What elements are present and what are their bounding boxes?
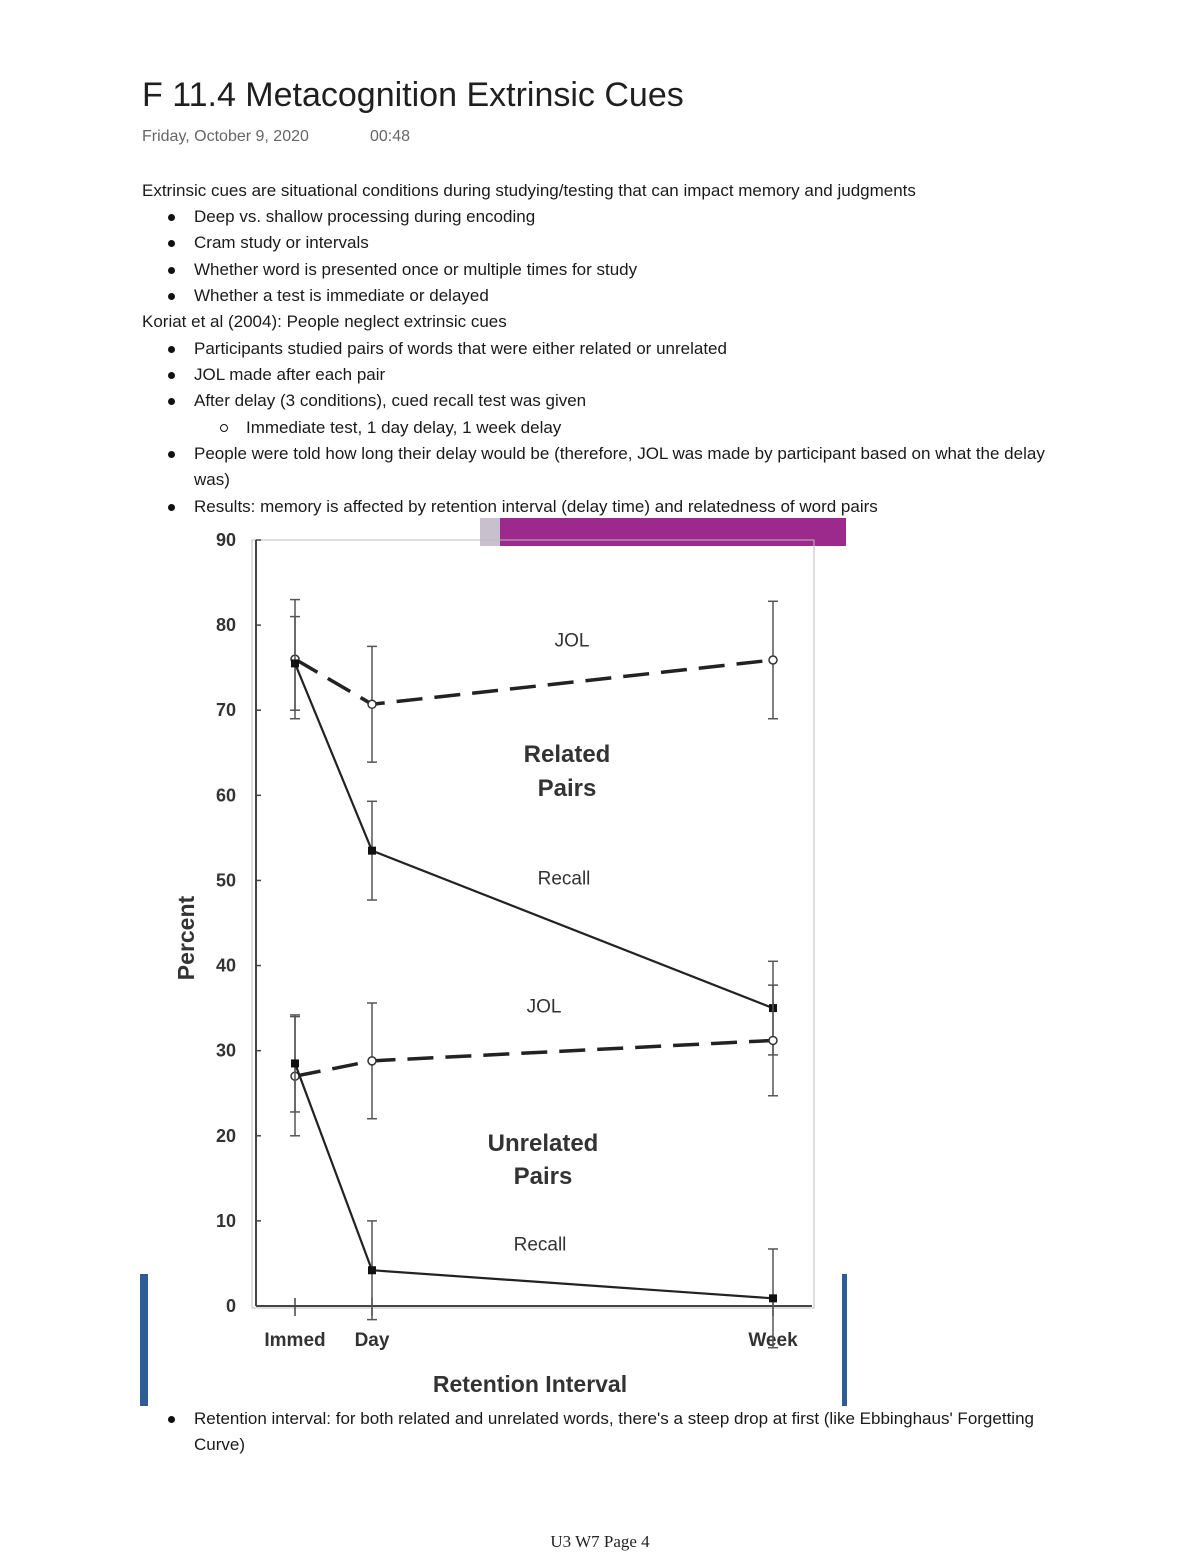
group-label-line1: Related [523, 741, 611, 768]
photo-strip-edge [480, 518, 500, 546]
data-point [368, 1266, 376, 1274]
bullet-icon [168, 214, 175, 221]
y-tick-label: 90 [215, 530, 236, 550]
list-item: Results: memory is affected by retention interval (delay time) and relatedness of word pairs [194, 494, 878, 520]
bullet-icon [168, 293, 175, 300]
sub-bullet-icon [220, 424, 228, 432]
bullet-icon [168, 372, 175, 379]
bullet-icon [168, 267, 175, 274]
intro-text: Extrinsic cues are situational conditions during studying/testing that can impact memory and judgments [142, 181, 916, 200]
list-item: Cram study or intervals [194, 230, 369, 256]
x-tick-label: Immed [264, 1330, 326, 1351]
series-line [295, 1040, 773, 1076]
list-item: Retention interval: for both related and unrelated words, there's a steep drop at first (like Ebbinghaus' Forgetting Curve) [194, 1406, 1064, 1458]
page-footer: U3 W7 Page 4 [550, 1532, 650, 1551]
group-label-line2: Pairs [537, 775, 597, 802]
list-item: Whether word is presented once or multiple times for study [194, 257, 637, 283]
list-item: JOL made after each pair [194, 362, 385, 388]
series-label: Recall [537, 868, 591, 890]
x-tick-label: Week [748, 1330, 798, 1351]
y-tick-label: 50 [215, 870, 236, 891]
data-point [291, 659, 299, 667]
y-tick-label: 10 [215, 1210, 236, 1231]
bullet-icon [168, 1416, 175, 1423]
series-label: JOL [554, 630, 590, 652]
list-item: Deep vs. shallow processing during encoding [194, 204, 535, 230]
y-tick-label: 60 [215, 785, 236, 806]
sub-list-item: Immediate test, 1 day delay, 1 week delay [246, 415, 561, 441]
data-point [769, 1294, 777, 1302]
y-tick-label: 70 [215, 700, 236, 721]
x-tick-label: Day [354, 1330, 390, 1351]
data-point [769, 1036, 777, 1044]
retention-interval-figure [140, 518, 850, 1408]
y-tick-label: 30 [215, 1040, 236, 1061]
right-frame-bar [842, 1274, 847, 1406]
bullet-icon [168, 451, 175, 458]
bullet-icon [168, 398, 175, 405]
y-tick-label: 0 [225, 1296, 236, 1316]
study-heading: Koriat et al (2004): People neglect extrinsic cues [142, 312, 507, 331]
plot-frame [252, 540, 814, 1308]
chart-axes [173, 530, 812, 1397]
y-tick-label: 40 [215, 955, 236, 976]
data-point [368, 1057, 376, 1065]
line-chart [140, 518, 850, 1408]
group-label-line1: Unrelated [487, 1130, 599, 1157]
y-axis-title: Percent [173, 895, 199, 981]
y-tick-label: 80 [215, 615, 236, 636]
data-point [368, 847, 376, 855]
list-item: People were told how long their delay would be (therefore, JOL was made by participant based on what the delay was) [194, 441, 1064, 493]
left-frame-bar [140, 1274, 148, 1406]
data-point [368, 700, 376, 708]
list-item: Whether a test is immediate or delayed [194, 283, 489, 309]
list-item: After delay (3 conditions), cued recall test was given [194, 388, 586, 414]
data-point [769, 656, 777, 664]
page-date: Friday, October 9, 2020 [142, 128, 309, 145]
group-label-line2: Pairs [513, 1163, 573, 1190]
bullet-icon [168, 240, 175, 247]
bullet-icon [168, 346, 175, 353]
series-line [295, 659, 773, 704]
y-tick-label: 20 [215, 1125, 236, 1146]
data-point [291, 1059, 299, 1067]
bullet-icon [168, 504, 175, 511]
series-label: JOL [526, 996, 562, 1018]
x-axis-title: Retention Interval [432, 1371, 628, 1397]
chart-labels [488, 630, 611, 1255]
page-title: F 11.4 Metacognition Extrinsic Cues [142, 76, 684, 114]
series-line [295, 663, 773, 1008]
page-time: 00:48 [370, 128, 411, 145]
photo-strip [480, 518, 846, 546]
series-label: Recall [513, 1234, 567, 1256]
list-item: Participants studied pairs of words that were either related or unrelated [194, 336, 727, 362]
